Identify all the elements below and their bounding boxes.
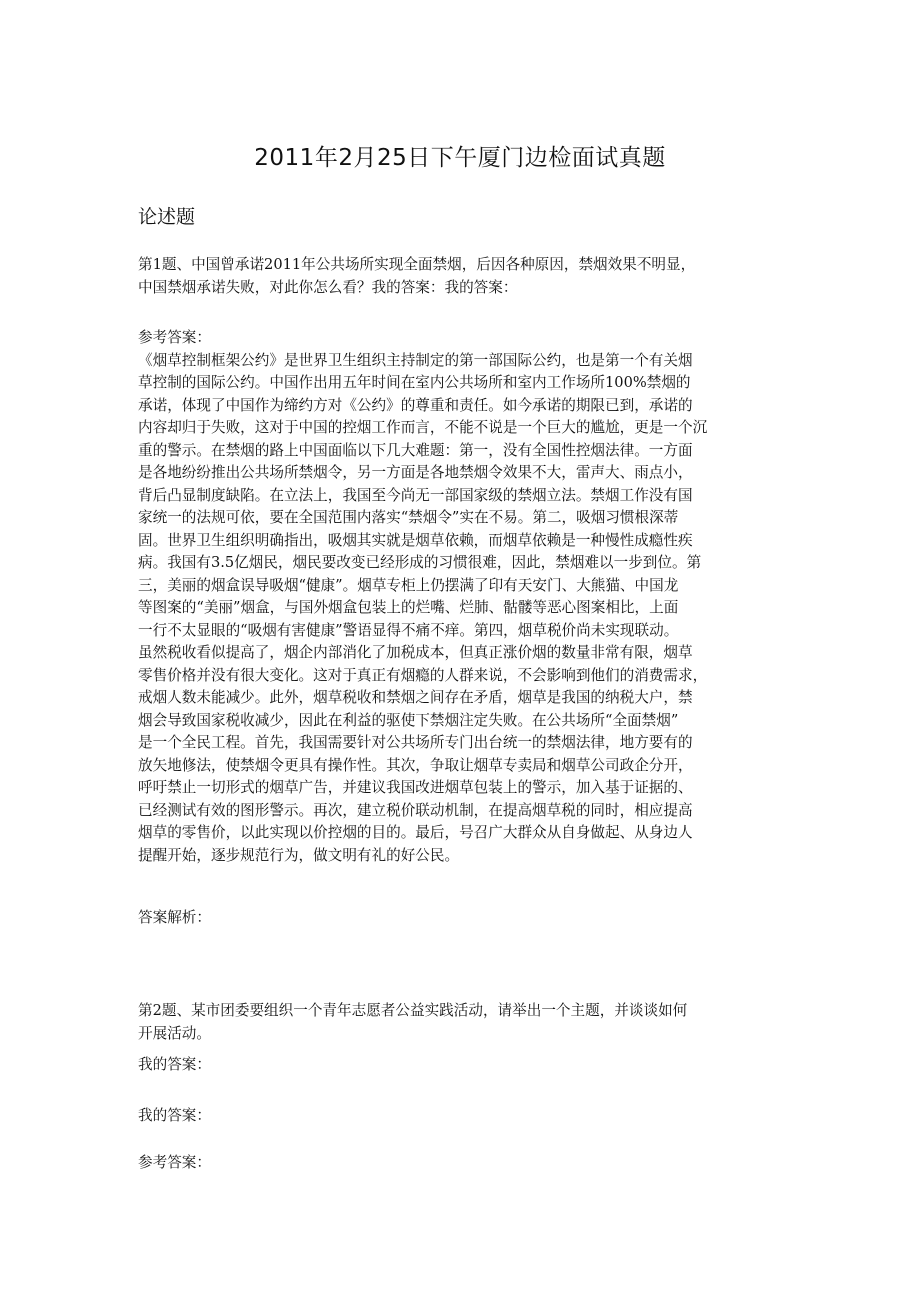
my-answer-label: 我的答案：: [138, 1056, 211, 1073]
answer-line: 内容却归于失败，这对于中国的控烟工作而言，不能不说是一个巨大的尴尬，更是一个沉: [138, 419, 708, 436]
answer-analysis-label: 答案解析：: [138, 909, 211, 926]
answer-line: 三，美丽的烟盒误导吸烟“健康”。烟草专柜上仍摆满了印有天安门、大熊猫、中国龙: [138, 576, 679, 594]
answer-line: 草控制的国际公约。中国作出用五年时间在室内公共场所和室内工作场所100%禁烟的: [138, 374, 691, 391]
answer-line: 承诺，体现了中国作为缔约方对《公约》的尊重和责任。如今承诺的期限已到，承诺的: [138, 396, 693, 414]
page-title: 2011年2月25日下午厦门边检面试真题: [254, 145, 666, 171]
answer-line: 是各地纷纷推出公共场所禁烟令，另一方面是各地禁烟令效果不大，雷声大、雨点小，: [138, 464, 693, 481]
answer-line: 背后凸显制度缺陷。在立法上，我国至今尚无一部国家级的禁烟立法。禁烟工作没有国: [138, 486, 693, 504]
answer-line: 提醒开始，逐步规范行为，做文明有礼的好公民。: [138, 846, 460, 864]
answer-line: 呼吁禁止一切形式的烟草广告，并建议我国改进烟草包装上的警示，加入基于证据的、: [138, 779, 693, 796]
question-1-reference-answer: [138, 327, 786, 867]
answer-line: 虽然税收看似提高了，烟企内部消化了加税成本，但真正涨价烟的数量非常有限，烟草: [138, 644, 693, 661]
answer-line: 固。世界卫生组织明确指出，吸烟其实就是烟草依赖，而烟草依赖是一种慢性成瘾性疾: [138, 531, 693, 549]
answer-line: 《烟草控制框架公约》是世界卫生组织主持制定的第一部国际公约，也是第一个有关烟: [138, 351, 693, 369]
answer-line: 放矢地修法，使禁烟令更具有操作性。其次，争取让烟草专卖局和烟草公司政企分开，: [138, 756, 693, 774]
answer-line: 一行不太显眼的“吸烟有害健康”警语显得不痛不痒。第四，烟草税价尚未实现联动。: [138, 621, 679, 639]
my-answer-label: 我的答案：: [138, 1107, 211, 1124]
answer-line: 是一个全民工程。首先，我国需要针对公共场所专门出台统一的禁烟法律，地方要有的: [138, 734, 693, 751]
answer-line: 等图案的“美丽”烟盒，与国外烟盒包装上的烂嘴、烂肺、骷髅等恶心图案相比，上面: [138, 599, 679, 616]
question-2-line: 开展活动。: [138, 1024, 211, 1042]
section-heading: 论述题: [138, 206, 196, 228]
answer-line: 零售价格并没有很大变化。这对于真正有烟瘾的人群来说，不会影响到他们的消费需求，: [138, 666, 708, 684]
question-2-line: 第2题、某市团委要组织一个青年志愿者公益实践活动，请举出一个主题，并谈谈如何: [138, 1002, 688, 1019]
question-1: [138, 254, 786, 299]
reference-answer-label: 参考答案：: [138, 1154, 211, 1171]
answer-line: 病。我国有3.5亿烟民，烟民要改变已经形成的习惯很难，因此，禁烟难以一步到位。第: [138, 554, 702, 571]
question-2: [138, 1000, 786, 1045]
answer-line: 重的警示。在禁烟的路上中国面临以下几大难题：第一，没有全国性控烟法律。一方面: [138, 441, 693, 459]
answer-line: 已经测试有效的图形警示。再次，建立税价联动机制，在提高烟草税的同时，相应提高: [138, 801, 693, 819]
answer-line: 戒烟人数未能减少。此外，烟草税收和禁烟之间存在矛盾，烟草是我国的纳税大户，禁: [138, 689, 693, 706]
answer-line: 烟会导致国家税收减少，因此在利益的驱使下禁烟注定失败。在公共场所“全面禁烟”: [138, 711, 679, 729]
answer-line: 家统一的法规可依，要在全国范围内落实“禁烟令”实在不易。第二，吸烟习惯根深蒂: [138, 509, 679, 526]
answer-line: 烟草的零售价，以此实现以价控烟的目的。最后，号召广大群众从自身做起、从身边人: [138, 824, 693, 841]
question-1-line: 中国禁烟承诺失败，对此你怎么看？我的答案：我的答案：: [138, 278, 518, 296]
reference-answer-label: 参考答案：: [138, 329, 211, 346]
question-1-line: 第1题、中国曾承诺2011年公共场所实现全面禁烟，后因各种原因，禁烟效果不明显，: [138, 256, 696, 273]
